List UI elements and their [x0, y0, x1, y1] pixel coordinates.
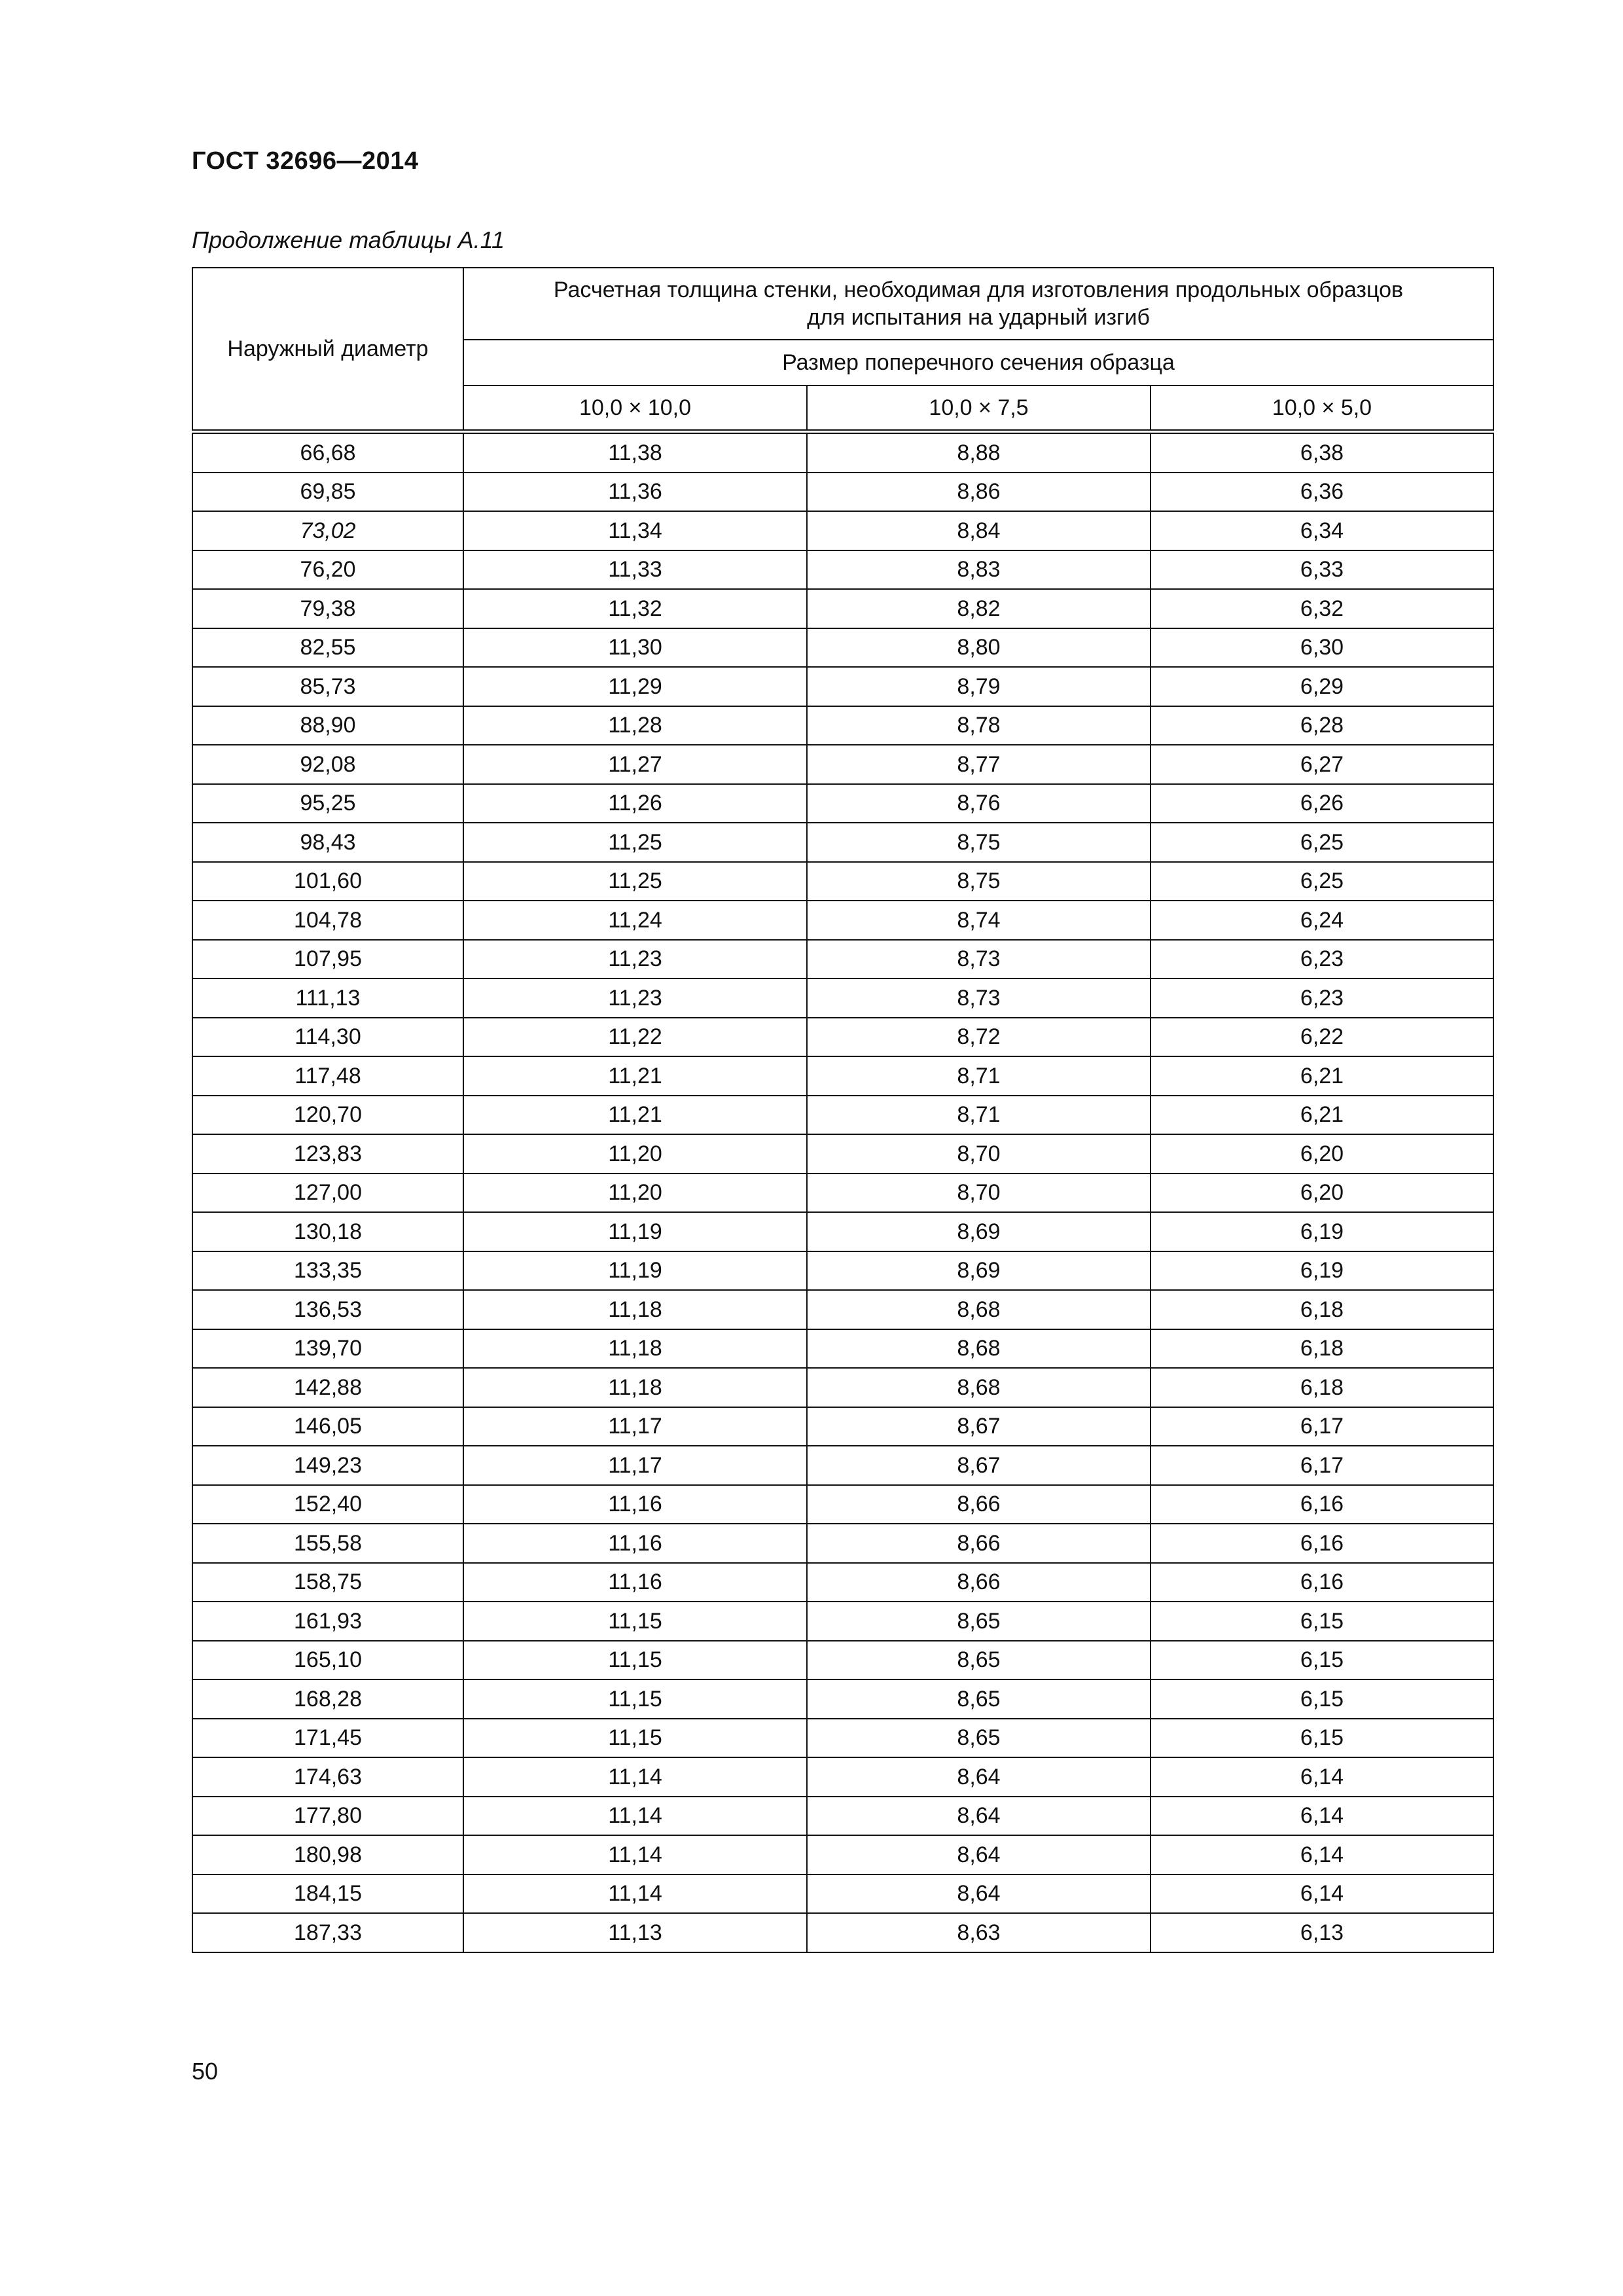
outer-diameter-cell: 98,43	[192, 823, 463, 862]
wall-thickness-group-header	[463, 268, 1493, 340]
outer-diameter-header: Наружный диаметр	[192, 268, 463, 432]
outer-diameter-cell: 69,85	[192, 473, 463, 512]
table-row	[192, 1212, 1493, 1251]
wall-thickness-table	[192, 267, 1494, 1953]
page-number: 50	[192, 2058, 219, 2085]
outer-diameter-cell: 152,40	[192, 1485, 463, 1524]
table-row	[192, 978, 1493, 1018]
table-row	[192, 862, 1493, 901]
wall-thickness-cell: 6,16	[1150, 1524, 1493, 1563]
outer-diameter-cell: 133,35	[192, 1251, 463, 1291]
outer-diameter-cell: 111,13	[192, 978, 463, 1018]
wall-thickness-cell: 11,20	[463, 1134, 807, 1174]
table-row	[192, 511, 1493, 550]
table-row	[192, 1835, 1493, 1874]
wall-thickness-cell: 8,84	[807, 511, 1150, 550]
wall-thickness-cell: 11,25	[463, 823, 807, 862]
table-body	[192, 432, 1493, 1952]
wall-thickness-cell: 11,33	[463, 550, 807, 590]
wall-thickness-cell: 11,28	[463, 706, 807, 745]
wall-thickness-cell: 11,24	[463, 901, 807, 940]
outer-diameter-cell: 76,20	[192, 550, 463, 590]
wall-thickness-cell: 11,25	[463, 862, 807, 901]
table-row	[192, 1874, 1493, 1914]
outer-diameter-cell: 92,08	[192, 745, 463, 784]
outer-diameter-cell: 165,10	[192, 1641, 463, 1680]
wall-thickness-cell: 11,14	[463, 1835, 807, 1874]
outer-diameter-cell: 127,00	[192, 1174, 463, 1213]
wall-thickness-cell: 8,64	[807, 1835, 1150, 1874]
wall-thickness-cell: 6,28	[1150, 706, 1493, 745]
wall-thickness-cell: 6,15	[1150, 1679, 1493, 1719]
wall-thickness-cell: 6,27	[1150, 745, 1493, 784]
outer-diameter-cell: 177,80	[192, 1797, 463, 1836]
table-row	[192, 1134, 1493, 1174]
wall-thickness-cell: 11,23	[463, 940, 807, 979]
wall-thickness-cell: 6,23	[1150, 978, 1493, 1018]
wall-thickness-cell: 8,64	[807, 1874, 1150, 1914]
table-row	[192, 1096, 1493, 1135]
table-row	[192, 628, 1493, 668]
wall-thickness-cell: 6,34	[1150, 511, 1493, 550]
outer-diameter-cell: 146,05	[192, 1407, 463, 1446]
wall-thickness-cell: 8,65	[807, 1641, 1150, 1680]
wall-thickness-cell: 8,67	[807, 1446, 1150, 1485]
table-row	[192, 784, 1493, 823]
group-title-line1: Расчетная толщина стенки, необходимая для изготовления продольных образцов	[553, 277, 1404, 302]
table-row	[192, 1524, 1493, 1563]
wall-thickness-cell: 8,71	[807, 1056, 1150, 1096]
wall-thickness-cell: 11,38	[463, 432, 807, 473]
outer-diameter-cell: 85,73	[192, 667, 463, 706]
wall-thickness-cell: 6,17	[1150, 1446, 1493, 1485]
table-row	[192, 1174, 1493, 1213]
wall-thickness-cell: 11,15	[463, 1679, 807, 1719]
wall-thickness-cell: 11,17	[463, 1407, 807, 1446]
wall-thickness-cell: 11,16	[463, 1485, 807, 1524]
wall-thickness-cell: 11,14	[463, 1874, 807, 1914]
wall-thickness-cell: 8,63	[807, 1913, 1150, 1952]
wall-thickness-cell: 6,15	[1150, 1641, 1493, 1680]
table-row	[192, 1018, 1493, 1057]
outer-diameter-cell: 174,63	[192, 1757, 463, 1797]
wall-thickness-cell: 8,72	[807, 1018, 1150, 1057]
wall-thickness-cell: 11,19	[463, 1251, 807, 1291]
wall-thickness-cell: 6,14	[1150, 1874, 1493, 1914]
table-header	[192, 268, 1493, 432]
wall-thickness-cell: 6,19	[1150, 1251, 1493, 1291]
wall-thickness-cell: 8,76	[807, 784, 1150, 823]
table-row	[192, 1446, 1493, 1485]
outer-diameter-cell: 149,23	[192, 1446, 463, 1485]
table-row	[192, 1056, 1493, 1096]
wall-thickness-cell: 8,68	[807, 1290, 1150, 1329]
wall-thickness-cell: 8,83	[807, 550, 1150, 590]
wall-thickness-cell: 11,15	[463, 1602, 807, 1641]
wall-thickness-cell: 8,65	[807, 1719, 1150, 1758]
wall-thickness-cell: 6,14	[1150, 1797, 1493, 1836]
outer-diameter-cell: 130,18	[192, 1212, 463, 1251]
wall-thickness-cell: 6,22	[1150, 1018, 1493, 1057]
wall-thickness-cell: 6,21	[1150, 1056, 1493, 1096]
wall-thickness-cell: 8,73	[807, 978, 1150, 1018]
outer-diameter-cell: 136,53	[192, 1290, 463, 1329]
wall-thickness-cell: 11,32	[463, 589, 807, 628]
outer-diameter-cell: 168,28	[192, 1679, 463, 1719]
outer-diameter-cell: 187,33	[192, 1913, 463, 1952]
size-column-header: 10,0 × 5,0	[1150, 386, 1493, 432]
table-row	[192, 1329, 1493, 1369]
table-row	[192, 940, 1493, 979]
table-row	[192, 1563, 1493, 1602]
wall-thickness-cell: 11,18	[463, 1329, 807, 1369]
table-row	[192, 1407, 1493, 1446]
wall-thickness-cell: 11,21	[463, 1096, 807, 1135]
outer-diameter-cell: 79,38	[192, 589, 463, 628]
table-row	[192, 901, 1493, 940]
wall-thickness-cell: 11,15	[463, 1719, 807, 1758]
table-row	[192, 1251, 1493, 1291]
wall-thickness-cell: 6,18	[1150, 1368, 1493, 1407]
wall-thickness-cell: 6,16	[1150, 1563, 1493, 1602]
wall-thickness-cell: 6,25	[1150, 862, 1493, 901]
outer-diameter-cell: 88,90	[192, 706, 463, 745]
wall-thickness-cell: 11,15	[463, 1641, 807, 1680]
wall-thickness-cell: 8,71	[807, 1096, 1150, 1135]
wall-thickness-cell: 6,33	[1150, 550, 1493, 590]
wall-thickness-cell: 11,14	[463, 1757, 807, 1797]
outer-diameter-cell: 101,60	[192, 862, 463, 901]
wall-thickness-cell: 8,82	[807, 589, 1150, 628]
wall-thickness-cell: 8,78	[807, 706, 1150, 745]
wall-thickness-cell: 11,17	[463, 1446, 807, 1485]
wall-thickness-cell: 8,67	[807, 1407, 1150, 1446]
outer-diameter-cell: 171,45	[192, 1719, 463, 1758]
table-row	[192, 667, 1493, 706]
outer-diameter-cell: 82,55	[192, 628, 463, 668]
wall-thickness-cell: 11,18	[463, 1290, 807, 1329]
wall-thickness-cell: 11,36	[463, 473, 807, 512]
table-row	[192, 706, 1493, 745]
table-row	[192, 1485, 1493, 1524]
wall-thickness-cell: 8,75	[807, 823, 1150, 862]
wall-thickness-cell: 6,21	[1150, 1096, 1493, 1135]
wall-thickness-cell: 6,16	[1150, 1485, 1493, 1524]
wall-thickness-cell: 6,38	[1150, 432, 1493, 473]
outer-diameter-cell: 142,88	[192, 1368, 463, 1407]
outer-diameter-cell: 155,58	[192, 1524, 463, 1563]
table-row	[192, 1679, 1493, 1719]
outer-diameter-cell: 184,15	[192, 1874, 463, 1914]
table-row	[192, 589, 1493, 628]
outer-diameter-cell: 123,83	[192, 1134, 463, 1174]
wall-thickness-cell: 8,79	[807, 667, 1150, 706]
wall-thickness-cell: 6,20	[1150, 1174, 1493, 1213]
wall-thickness-cell: 11,19	[463, 1212, 807, 1251]
wall-thickness-cell: 11,16	[463, 1524, 807, 1563]
outer-diameter-cell: 161,93	[192, 1602, 463, 1641]
wall-thickness-cell: 6,30	[1150, 628, 1493, 668]
wall-thickness-cell: 6,20	[1150, 1134, 1493, 1174]
table-row	[192, 1757, 1493, 1797]
wall-thickness-cell: 11,29	[463, 667, 807, 706]
table-row	[192, 550, 1493, 590]
wall-thickness-cell: 8,77	[807, 745, 1150, 784]
wall-thickness-cell: 11,23	[463, 978, 807, 1018]
table-row	[192, 473, 1493, 512]
wall-thickness-cell: 11,34	[463, 511, 807, 550]
wall-thickness-cell: 8,86	[807, 473, 1150, 512]
wall-thickness-cell: 8,69	[807, 1251, 1150, 1291]
table-row	[192, 432, 1493, 473]
table-row	[192, 1797, 1493, 1836]
table-row	[192, 745, 1493, 784]
wall-thickness-cell: 11,22	[463, 1018, 807, 1057]
wall-thickness-cell: 8,74	[807, 901, 1150, 940]
outer-diameter-cell: 158,75	[192, 1563, 463, 1602]
size-column-header: 10,0 × 7,5	[807, 386, 1150, 432]
wall-thickness-cell: 8,70	[807, 1174, 1150, 1213]
table-row	[192, 1641, 1493, 1680]
outer-diameter-cell: 114,30	[192, 1018, 463, 1057]
wall-thickness-cell: 11,16	[463, 1563, 807, 1602]
table-row	[192, 1368, 1493, 1407]
cross-section-size-header: Размер поперечного сечения образца	[463, 340, 1493, 386]
wall-thickness-cell: 6,23	[1150, 940, 1493, 979]
wall-thickness-cell: 11,14	[463, 1797, 807, 1836]
outer-diameter-cell: 139,70	[192, 1329, 463, 1369]
wall-thickness-cell: 6,13	[1150, 1913, 1493, 1952]
wall-thickness-cell: 8,64	[807, 1797, 1150, 1836]
wall-thickness-cell: 8,68	[807, 1368, 1150, 1407]
wall-thickness-cell: 6,15	[1150, 1719, 1493, 1758]
wall-thickness-cell: 8,68	[807, 1329, 1150, 1369]
wall-thickness-cell: 8,75	[807, 862, 1150, 901]
table-row	[192, 1602, 1493, 1641]
table-row	[192, 1290, 1493, 1329]
wall-thickness-cell: 8,66	[807, 1563, 1150, 1602]
wall-thickness-cell: 6,29	[1150, 667, 1493, 706]
standard-header: ГОСТ 32696—2014	[192, 147, 419, 175]
wall-thickness-cell: 8,66	[807, 1524, 1150, 1563]
table-row	[192, 823, 1493, 862]
table-caption: Продолжение таблицы А.11	[192, 226, 505, 253]
wall-thickness-cell: 6,14	[1150, 1835, 1493, 1874]
wall-thickness-cell: 6,25	[1150, 823, 1493, 862]
wall-thickness-cell: 11,18	[463, 1368, 807, 1407]
wall-thickness-cell: 8,73	[807, 940, 1150, 979]
size-column-header: 10,0 × 10,0	[463, 386, 807, 432]
wall-thickness-cell: 8,70	[807, 1134, 1150, 1174]
wall-thickness-cell: 6,14	[1150, 1757, 1493, 1797]
wall-thickness-cell: 6,18	[1150, 1290, 1493, 1329]
table-row	[192, 1719, 1493, 1758]
wall-thickness-cell: 6,32	[1150, 589, 1493, 628]
table-row	[192, 1913, 1493, 1952]
wall-thickness-cell: 6,36	[1150, 473, 1493, 512]
wall-thickness-cell: 6,19	[1150, 1212, 1493, 1251]
wall-thickness-cell: 8,65	[807, 1602, 1150, 1641]
wall-thickness-cell: 8,66	[807, 1485, 1150, 1524]
wall-thickness-cell: 6,26	[1150, 784, 1493, 823]
wall-thickness-cell: 11,21	[463, 1056, 807, 1096]
outer-diameter-cell: 95,25	[192, 784, 463, 823]
wall-thickness-cell: 11,27	[463, 745, 807, 784]
group-title-line2: для испытания на ударный изгиб	[807, 305, 1150, 330]
wall-thickness-cell: 8,80	[807, 628, 1150, 668]
wall-thickness-cell: 8,64	[807, 1757, 1150, 1797]
wall-thickness-cell: 11,20	[463, 1174, 807, 1213]
wall-thickness-cell: 11,13	[463, 1913, 807, 1952]
wall-thickness-cell: 11,26	[463, 784, 807, 823]
wall-thickness-cell: 8,65	[807, 1679, 1150, 1719]
outer-diameter-cell: 120,70	[192, 1096, 463, 1135]
wall-thickness-cell: 6,24	[1150, 901, 1493, 940]
outer-diameter-cell: 73,02	[192, 511, 463, 550]
wall-thickness-cell: 6,17	[1150, 1407, 1493, 1446]
wall-thickness-cell: 6,18	[1150, 1329, 1493, 1369]
outer-diameter-cell: 117,48	[192, 1056, 463, 1096]
wall-thickness-cell: 11,30	[463, 628, 807, 668]
outer-diameter-cell: 180,98	[192, 1835, 463, 1874]
outer-diameter-cell: 66,68	[192, 432, 463, 473]
wall-thickness-cell: 8,88	[807, 432, 1150, 473]
wall-thickness-cell: 6,15	[1150, 1602, 1493, 1641]
outer-diameter-cell: 107,95	[192, 940, 463, 979]
outer-diameter-cell: 104,78	[192, 901, 463, 940]
wall-thickness-cell: 8,69	[807, 1212, 1150, 1251]
